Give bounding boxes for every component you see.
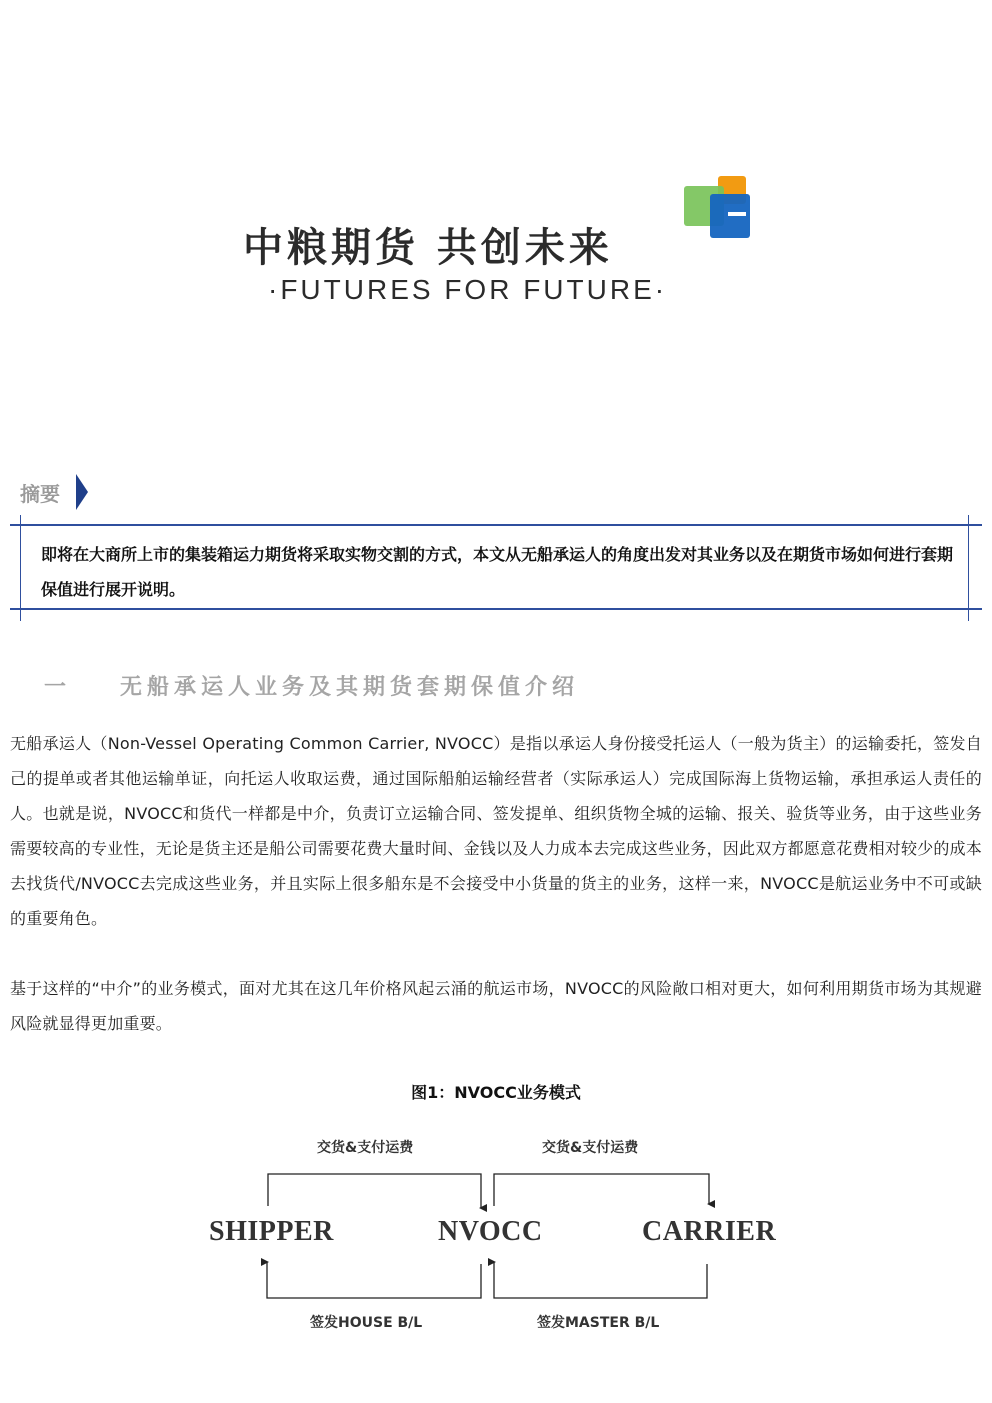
abstract-box	[10, 515, 982, 621]
edge-label-bottom-left: 签发HOUSE B/L	[310, 1315, 423, 1331]
logo-white-bar	[728, 212, 746, 216]
logo-blue-square	[710, 194, 750, 238]
node-carrier: CARRIER	[642, 1216, 777, 1247]
header-logo	[0, 170, 992, 320]
slogan-chinese: 中粮期货 共创未来	[243, 225, 613, 271]
arrow-nvocc-to-carrier	[494, 1174, 709, 1206]
body-paragraph: 基于这样的“中介”的业务模式，面对尤其在这几年价格风起云涌的航运市场，NVOCC的风险敞口相对更大，如何利用期货市场为其规避风险就显得更加重要。	[10, 979, 982, 1033]
logo-squares-icon	[684, 176, 754, 240]
figure-title: 图1：NVOCC业务模式	[411, 1083, 581, 1102]
abstract-top-rule	[10, 524, 982, 526]
edge-label-top-left: 交货&支付运费	[317, 1140, 414, 1156]
arrow-nvocc-to-shipper	[267, 1262, 481, 1298]
arrow-right-icon	[76, 474, 88, 510]
slogan-english: ·FUTURES FOR FUTURE·	[268, 274, 668, 305]
edge-label-top-right: 交货&支付运费	[542, 1140, 639, 1156]
abstract-bottom-rule	[10, 608, 982, 610]
section-number: 一	[44, 675, 67, 700]
arrow-carrier-to-nvocc	[494, 1262, 707, 1298]
node-nvocc: NVOCC	[438, 1216, 543, 1247]
arrow-shipper-to-nvocc	[268, 1174, 481, 1208]
abstract-label: 摘要	[20, 482, 60, 506]
body-paragraph: 无船承运人（Non-Vessel Operating Common Carrier, NVOCC）是指以承运人身份接受托运人（一般为货主）的运输委托，签发自己的提单或者其他运输单证，向托运人收取运费，通过国际船舶运输经营者（实际承运人）完成国际海上货物运输，承担承运人责任的人。也就是说，NVOCC和货代一样都是中介，负责订立运输合同、签发提单、组织货物全城的运输、报关、验货等业务，由于这些业务需要较高的专业性，无论是货主还是船公司需要花费大量时间、金钱以及人力成本去完成这些业务，因此双方都愿意花费相对较少的成本去找货代/NVOCC去完成这些业务，并且实际上很多船东是不会接受中小货量的货主的业务，这样一来，NVOCC是航运业务中不可或缺的重要角色。	[10, 734, 983, 928]
abstract-text: 即将在大商所上市的集装箱运力期货将采取实物交割的方式，本文从无船承运人的角度出发对其业务以及在期货市场如何进行套期保值进行展开说明。	[41, 545, 954, 599]
nvocc-flow-diagram	[0, 1120, 992, 1360]
section-title: 无船承运人业务及其期货套期保值介绍	[120, 675, 580, 700]
abstract-left-rule	[20, 515, 21, 621]
edge-label-bottom-right: 签发MASTER B/L	[537, 1315, 660, 1331]
node-shipper: SHIPPER	[209, 1216, 334, 1247]
abstract-right-rule	[968, 515, 969, 621]
